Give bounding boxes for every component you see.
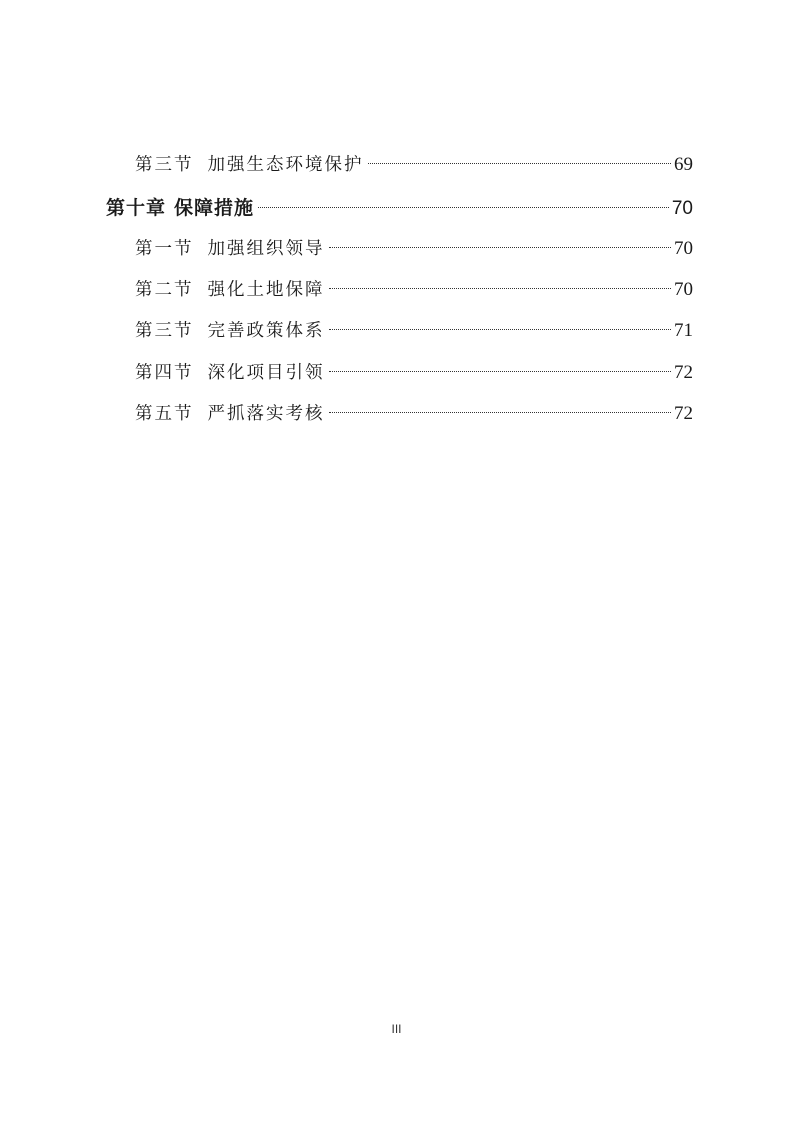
page-footer-number: III <box>391 1022 402 1036</box>
toc-page-number: 70 <box>671 198 693 219</box>
toc-entry-label <box>135 150 364 180</box>
toc-entry[interactable] <box>135 358 693 388</box>
toc-section-number: 第三节 <box>135 321 194 341</box>
toc-section-number: 第三节 <box>135 155 194 175</box>
toc-page-number: 70 <box>674 279 693 300</box>
toc-page-number: 72 <box>674 403 693 424</box>
toc-section-number: 第二节 <box>135 280 194 300</box>
toc-page-number: 71 <box>674 320 693 341</box>
toc-chapter-number: 第十章 <box>106 197 167 219</box>
toc-chapter-title: 保障措施 <box>174 197 255 219</box>
toc-entry-label <box>135 275 325 305</box>
toc-page-number: 70 <box>674 238 693 259</box>
toc-page-number: 72 <box>674 362 693 383</box>
toc-page-number: 69 <box>674 154 693 175</box>
toc-entry[interactable] <box>135 234 693 264</box>
toc-chapter-entry[interactable] <box>106 193 693 223</box>
toc-entry[interactable] <box>135 150 693 180</box>
dot-leader <box>329 247 672 248</box>
toc-section-number: 第四节 <box>135 363 194 383</box>
dot-leader <box>329 371 672 372</box>
toc-section-title: 加强生态环境保护 <box>207 155 364 175</box>
toc-entry-label <box>135 358 325 388</box>
toc-section-title: 强化土地保障 <box>207 280 325 300</box>
toc-entry-label <box>135 234 325 264</box>
toc-entry[interactable] <box>135 275 693 305</box>
dot-leader <box>329 412 672 413</box>
toc-entry-label <box>135 316 325 346</box>
dot-leader <box>368 163 672 164</box>
dot-leader <box>258 207 669 208</box>
toc-section-title: 加强组织领导 <box>207 239 325 259</box>
toc-section-title: 完善政策体系 <box>207 321 325 341</box>
toc-section-title: 严抓落实考核 <box>207 404 325 424</box>
toc-entry-label <box>135 399 325 429</box>
dot-leader <box>329 288 672 289</box>
toc-section-number: 第一节 <box>135 239 194 259</box>
toc-section-title: 深化项目引领 <box>207 363 325 383</box>
toc-section-number: 第五节 <box>135 404 194 424</box>
toc-entry[interactable] <box>135 399 693 429</box>
toc-entry-label <box>106 193 254 223</box>
dot-leader <box>329 329 672 330</box>
toc-entry[interactable] <box>135 316 693 346</box>
